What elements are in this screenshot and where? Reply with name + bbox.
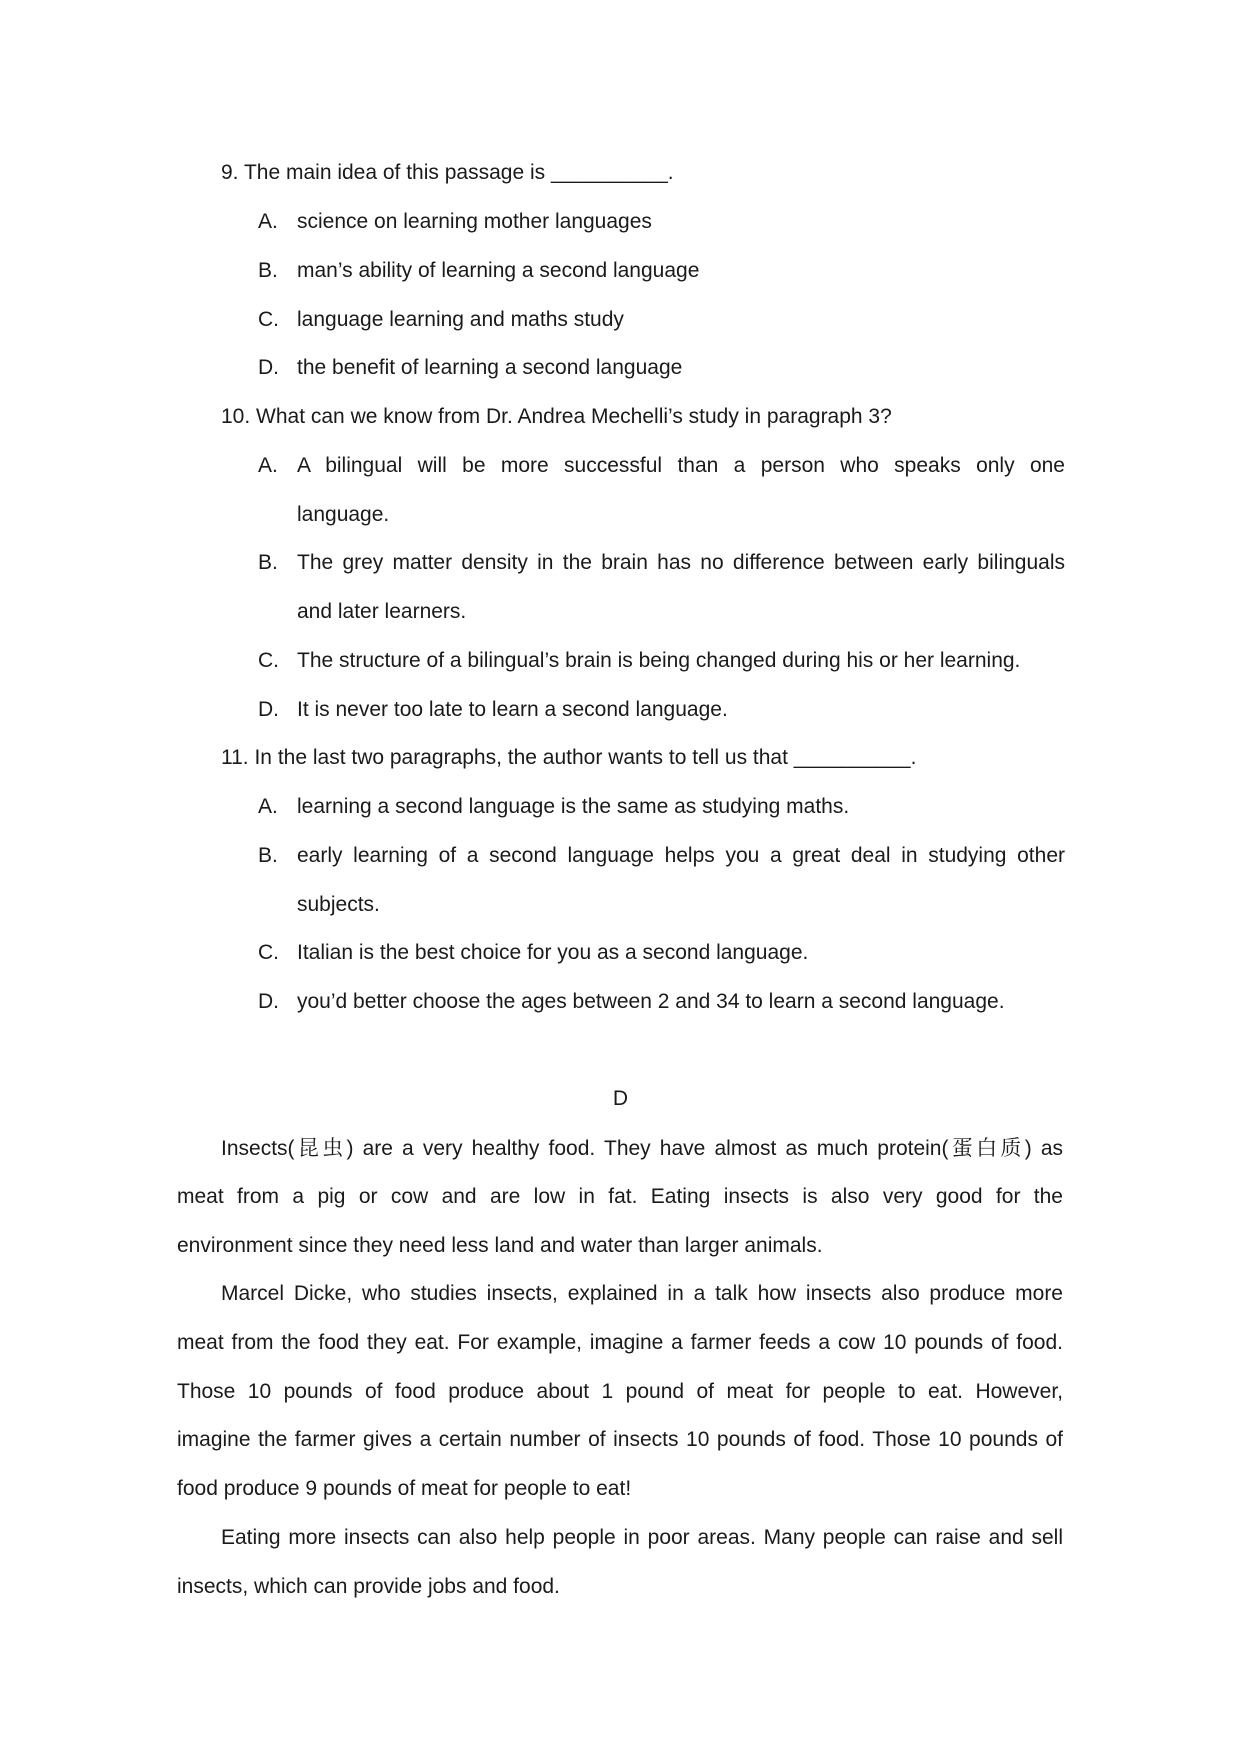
section-d-heading: D (612, 1087, 629, 1110)
p1-text-b: ) are a very healthy food. They have almost as much protein( (346, 1137, 949, 1160)
p1-cjk-insects: 昆虫 (294, 1136, 347, 1160)
passage-p2-line5: food produce 9 pounds of meat for people to eat! (177, 1477, 632, 1500)
question-9-stem: 9. The main idea of this passage is __________. (221, 161, 674, 184)
q11-option-b-text-line1: early learning of a second language helps you a great deal in studying other (297, 844, 1065, 867)
p1-text-c: ) as (1024, 1137, 1064, 1160)
passage-p3-line2: insects, which can provide jobs and food. (177, 1575, 560, 1598)
q10-option-b-letter: B. (258, 551, 278, 574)
p1-cjk-protein: 蛋白质 (948, 1136, 1025, 1160)
q9-option-d-letter: D. (258, 356, 279, 379)
q9-option-a-text: science on learning mother languages (297, 210, 652, 233)
p1-text-a: Insects( (221, 1137, 295, 1160)
q9-option-b-letter: B. (258, 259, 278, 282)
q9-option-c-letter: C. (258, 308, 279, 331)
passage-p3-line1: Eating more insects can also help people in poor areas. Many people can raise and sell (221, 1526, 1063, 1549)
q10-option-d-text: It is never too late to learn a second language. (297, 698, 728, 721)
passage-p1-line2: meat from a pig or cow and are low in fat. Eating insects is also very good for the (177, 1185, 1063, 1208)
q10-option-a-text-line2: language. (297, 503, 390, 526)
q11-option-c-letter: C. (258, 941, 279, 964)
q10-option-c-letter: C. (258, 649, 279, 672)
q11-option-a-letter: A. (258, 795, 278, 818)
q10-option-a-text-line1: A bilingual will be more successful than a person who speaks only one (297, 454, 1065, 477)
q11-option-a-text: learning a second language is the same as studying maths. (297, 795, 850, 818)
q9-option-d-text: the benefit of learning a second language (297, 356, 683, 379)
passage-p2-line3: Those 10 pounds of food produce about 1 pound of meat for people to eat. However, (177, 1380, 1063, 1403)
passage-p1-line1 (221, 1135, 1063, 1162)
q11-option-b-text-line2: subjects. (297, 893, 380, 916)
question-11-stem: 11. In the last two paragraphs, the author wants to tell us that __________. (221, 746, 917, 769)
q10-option-d-letter: D. (258, 698, 279, 721)
q9-option-b-text: man’s ability of learning a second language (297, 259, 700, 282)
passage-p1-line3: environment since they need less land and water than larger animals. (177, 1234, 823, 1257)
q10-option-b-text-line1: The grey matter density in the brain has no difference between early bilinguals (297, 551, 1065, 574)
passage-p2-line1: Marcel Dicke, who studies insects, explained in a talk how insects also produce more (221, 1282, 1063, 1305)
q11-option-d-text: you’d better choose the ages between 2 and 34 to learn a second language. (297, 990, 1005, 1013)
passage-p2-line2: meat from the food they eat. For example, imagine a farmer feeds a cow 10 pounds of food. (177, 1331, 1063, 1354)
passage-p2-line4: imagine the farmer gives a certain number of insects 10 pounds of food. Those 10 pounds of (177, 1428, 1063, 1451)
q10-option-a-letter: A. (258, 454, 278, 477)
q9-option-a-letter: A. (258, 210, 278, 233)
q11-option-c-text: Italian is the best choice for you as a second language. (297, 941, 809, 964)
question-10-stem: 10. What can we know from Dr. Andrea Mechelli’s study in paragraph 3? (221, 405, 892, 428)
q10-option-c-text: The structure of a bilingual’s brain is being changed during his or her learning. (297, 649, 1021, 672)
q11-option-b-letter: B. (258, 844, 278, 867)
q10-option-b-text-line2: and later learners. (297, 600, 467, 623)
q9-option-c-text: language learning and maths study (297, 308, 624, 331)
q11-option-d-letter: D. (258, 990, 279, 1013)
